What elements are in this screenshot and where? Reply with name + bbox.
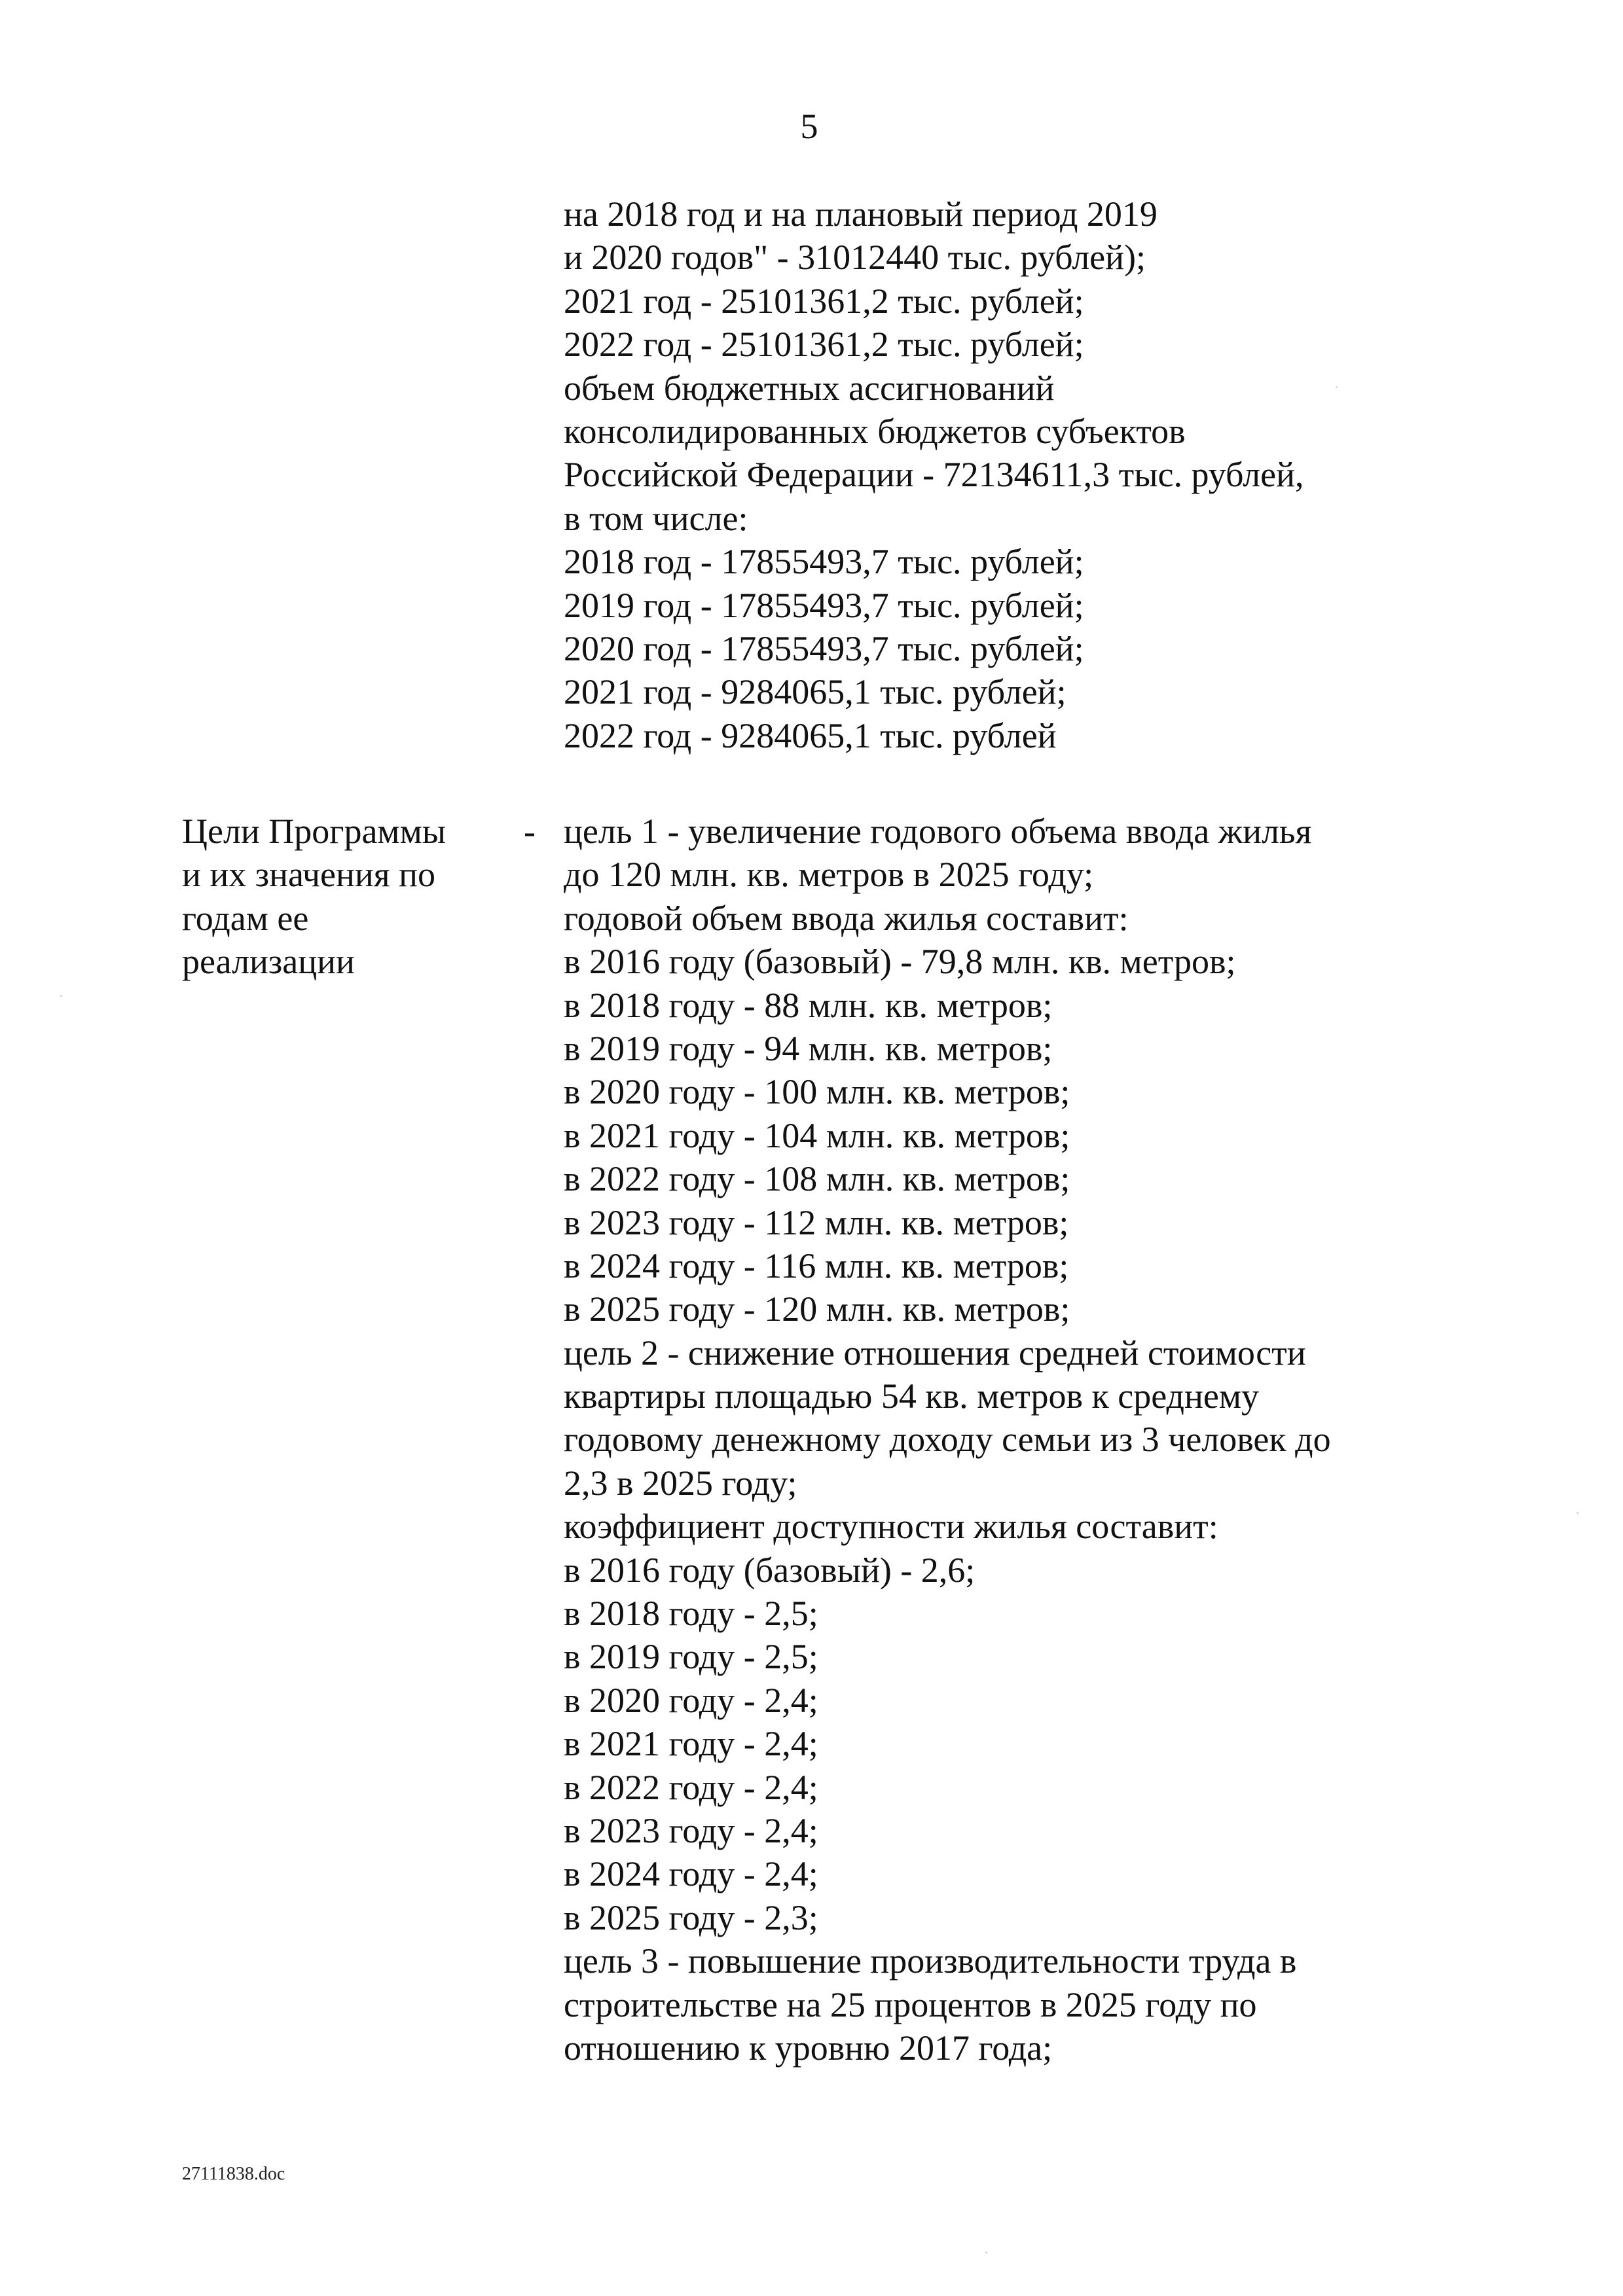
text-line: в 2024 году - 2,4; — [564, 1854, 818, 1894]
text-line: консолидированных бюджетов субъектов — [564, 411, 1186, 451]
text-line: цель 2 - снижение отношения средней стоимости — [564, 1333, 1306, 1372]
text-line: годовой объем ввода жилья составит: — [564, 898, 1129, 938]
text-line: в 2018 году - 2,5; — [564, 1594, 818, 1634]
budget-continuation-text — [564, 192, 1480, 757]
text-line: на 2018 год и на плановый период 2019 — [564, 194, 1158, 234]
text-line: отношению к уровню 2017 года; — [564, 2028, 1053, 2068]
label-line: реализации — [182, 942, 355, 982]
text-line: 2022 год - 25101361,2 тыс. рублей; — [564, 325, 1084, 365]
text-line: коэффициент доступности жилья составит: — [564, 1507, 1218, 1547]
text-line: строительстве на 25 процентов в 2025 году по — [564, 1984, 1257, 2024]
text-line: в 2025 году - 2,3; — [564, 1897, 818, 1937]
scan-speck — [60, 995, 62, 997]
text-line: в том числе: — [564, 498, 748, 538]
text-line: в 2019 году - 2,5; — [564, 1637, 818, 1677]
text-line: и 2020 годов" - 31012440 тыс. рублей); — [564, 238, 1146, 278]
page-number: 5 — [800, 107, 818, 146]
text-line: в 2016 году (базовый) - 2,6; — [564, 1550, 976, 1590]
scan-speck — [1577, 1512, 1578, 1514]
label-dash: - — [524, 812, 536, 851]
text-line: в 2018 году - 88 млн. кв. метров; — [564, 985, 1053, 1025]
scan-speck — [1336, 386, 1338, 388]
text-line: 2019 год - 17855493,7 тыс. рублей; — [564, 585, 1084, 625]
goals-section-label — [182, 810, 522, 984]
text-line: в 2022 году - 2,4; — [564, 1767, 818, 1807]
label-line: и их значения по — [182, 855, 435, 895]
document-id: 27111838.doc — [182, 2164, 285, 2184]
text-line: 2021 год - 25101361,2 тыс. рублей; — [564, 281, 1084, 321]
text-line: 2,3 в 2025 году; — [564, 1463, 797, 1503]
text-line: в 2023 году - 112 млн. кв. метров; — [564, 1202, 1069, 1242]
label-line: Цели Программы — [182, 812, 447, 851]
text-line: 2020 год - 17855493,7 тыс. рублей; — [564, 628, 1084, 668]
text-line: до 120 млн. кв. метров в 2025 году; — [564, 855, 1094, 895]
text-line: 2021 год - 9284065,1 тыс. рублей; — [564, 672, 1067, 712]
text-line: в 2021 году - 104 млн. кв. метров; — [564, 1115, 1070, 1155]
text-line: объем бюджетных ассигнований — [564, 368, 1055, 408]
label-line: годам ее — [182, 898, 309, 938]
text-line: квартиры площадью 54 кв. метров к среднему — [564, 1376, 1259, 1416]
text-line: 2018 год - 17855493,7 тыс. рублей; — [564, 542, 1084, 582]
goals-section-text — [564, 810, 1480, 2070]
text-line: 2022 год - 9284065,1 тыс. рублей — [564, 715, 1057, 755]
text-line: Российской Федерации - 72134611,3 тыс. рублей, — [564, 455, 1304, 495]
text-line: в 2020 году - 100 млн. кв. метров; — [564, 1072, 1070, 1112]
text-line: в 2022 году - 108 млн. кв. метров; — [564, 1159, 1070, 1199]
text-line: в 2019 году - 94 млн. кв. метров; — [564, 1028, 1053, 1068]
scan-speck — [985, 2251, 987, 2253]
text-line: в 2021 году - 2,4; — [564, 1724, 818, 1764]
text-line: в 2016 году (базовый) - 79,8 млн. кв. метров; — [564, 942, 1236, 982]
text-line: цель 1 - увеличение годового объема ввода жилья — [564, 812, 1312, 851]
text-line: в 2025 году - 120 млн. кв. метров; — [564, 1289, 1070, 1329]
text-line: цель 3 - повышение производительности труда в — [564, 1941, 1297, 1981]
text-line: в 2023 году - 2,4; — [564, 1810, 818, 1850]
text-line: в 2020 году - 2,4; — [564, 1680, 818, 1720]
text-line: в 2024 году - 116 млн. кв. метров; — [564, 1246, 1069, 1285]
text-line: годовому денежному доходу семьи из 3 человек до — [564, 1420, 1331, 1460]
